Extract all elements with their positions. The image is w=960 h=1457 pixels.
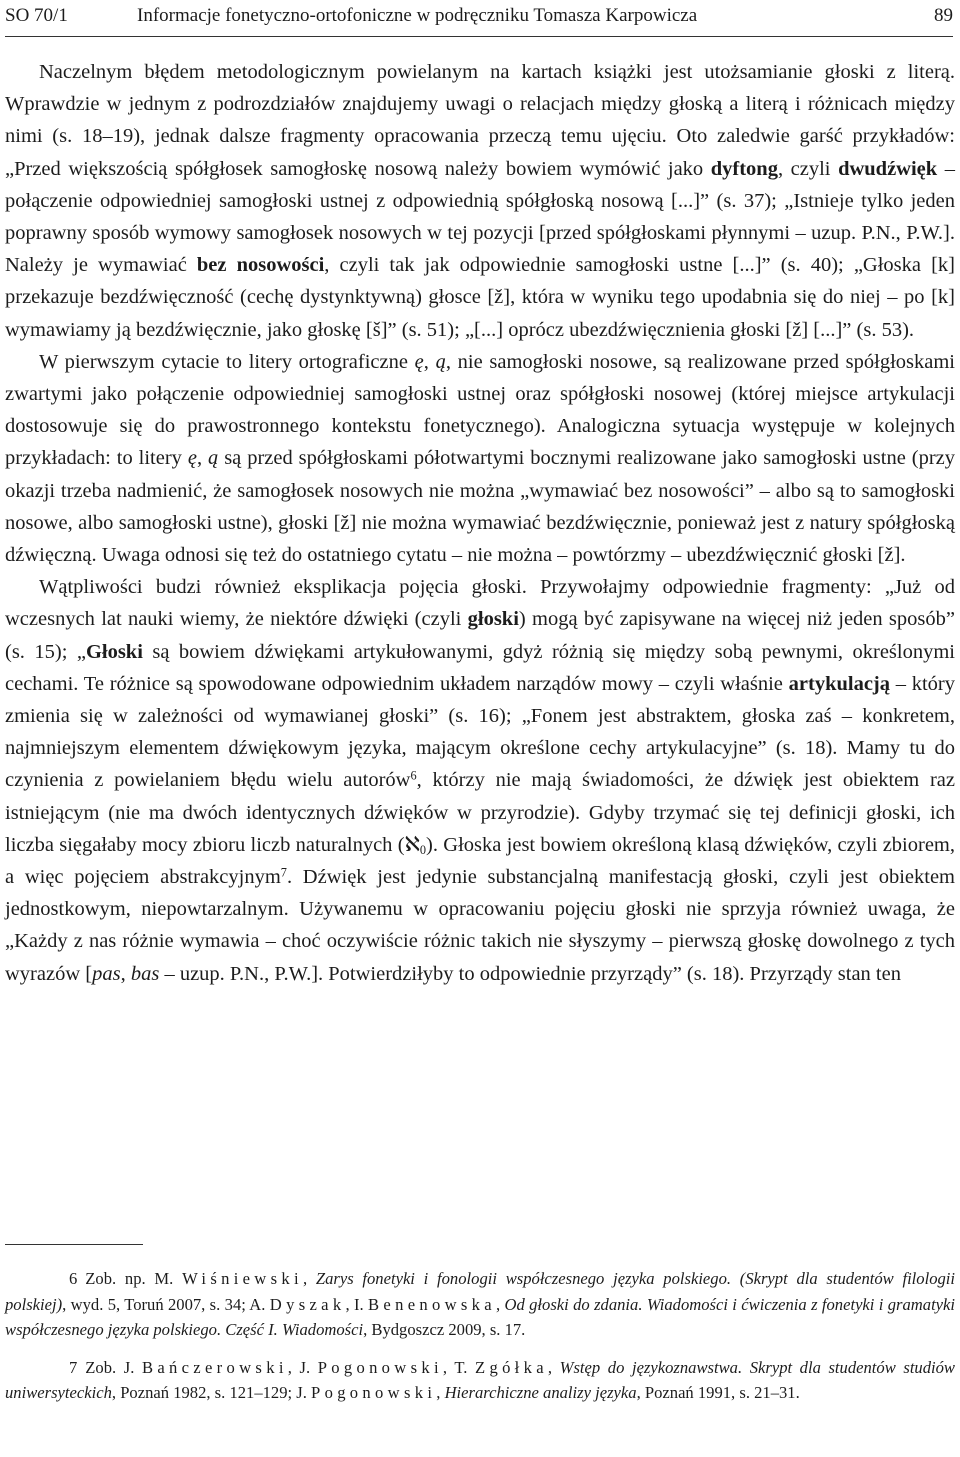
bold-term: Głoski (85, 640, 143, 663)
italic-letter: ę (414, 350, 424, 373)
footnote-number: 6 (69, 1269, 78, 1288)
bold-term: dyftong (710, 157, 778, 180)
text-run: ) mogą być zapisywane na więcej niż jeden sposób” (s. 15); „ (5, 608, 955, 663)
text-run: , (423, 350, 436, 373)
footnote-6 (5, 1266, 955, 1343)
text-run: , (196, 447, 209, 470)
text-run: , T. (442, 1357, 475, 1377)
text-run: , czyli tak jak odpowiednie samogłoski ustne [...]” (s. 40); „Głoska [k] przekazuje bezdźwięczność (cechę dystynktywną) głosce [ž], która w wyniku tego upodabnia się do niej – po [k] wymawiamy ją bezdźwięcznie, jako głoskę [š]” (s. 51); „[...] oprócz ubezdźwięcznienia głoski [ž] [...]” (s. 53). (5, 254, 955, 341)
footnote-7 (5, 1355, 955, 1406)
bold-term: głoski (467, 608, 519, 631)
journal-issue: SO 70/1 (5, 5, 68, 26)
aleph-symbol: ℵ (404, 833, 420, 856)
paragraph-2 (5, 346, 955, 571)
text-run: – uzup. P.N., P.W.]. Potwierdziłyby to odpowiednie przyrządy” (s. 18). Przyrządy stan ten (159, 962, 901, 985)
author-name: Pogonowski (317, 1357, 443, 1377)
main-text (5, 56, 955, 990)
text-run: Naczelnym błędem metodologicznym powielanym na kartach książki jest utożsamianie głoski z literą. Wprawdzie w jednym z podrozdziałów znajdujemy uwagi o relacjach między głoską a literą i różnicach między nimi (s. 18–19), jednak dalsze fragmenty opracowania przeczą temu ujęciu. Oto zaledwie garść przykładów: „Przed większością spółgłosek samogłoskę nosową należy bowiem wymówić jako (5, 61, 955, 180)
text-run: Wątpliwości budzi również eksplikacja pojęcia głoski. Przywołajmy odpowiednie fragmenty: „Już od wczesnych lat nauki wiemy, że niektóre dźwięki (czyli (5, 576, 955, 631)
author-name: Bańczerowski (141, 1357, 288, 1377)
aleph-subscript: 0 (419, 842, 426, 857)
text-run: Zob. np. M. (85, 1269, 183, 1288)
text-run: , (495, 1294, 505, 1314)
footnotes (5, 1266, 955, 1418)
text-run: , (547, 1357, 560, 1377)
paragraph-3 (5, 571, 955, 990)
text-run: – połączenie odpowiedniej samogłoski ustnej z odpowiednią spółgłoską nosową [...]” (s. 37); „Istnieje tylko jeden poprawny sposób wymowy samogłosek nosowych w tej pozycji [przed spółgłoskami płynnymi – uzup. P.N., P.W.]. Należy je wymawiać (5, 157, 956, 277)
text-run: Zob. J. (85, 1357, 142, 1377)
bold-term: artykulacją (788, 672, 890, 695)
author-name: Pogonowski (311, 1383, 437, 1403)
text-run: , (302, 1269, 316, 1288)
text-run: , którzy nie mają świadomości, że dźwięk jest obiektem raz istniejącym (nie ma dwóch identycznych dźwięków w przyrodzie). Gdyby trzymać się tej definicji głoski, ich liczba sięgałaby mocy zbioru liczb naturalnych ( (5, 769, 955, 856)
text-run: , (120, 962, 131, 985)
italic-word: bas (130, 962, 160, 985)
text-run: . Dźwięk jest jedynie substancjalną manifestacją głoski, czyli jest obiektem jednostkowym, niepowtarzalnym. Używanemu w opracowaniu pojęciu głoski nie sprzyja również uwaga, że „Każdy z nas różnie wymawia – choć oczywiście różnic takich nie słyszymy – pierwszą głoskę dowolnego z tych wyrazów [ (5, 866, 955, 985)
paragraph-1 (5, 56, 955, 346)
text-run: ). Głoska jest bowiem określoną klasą dźwięków, czyli zbiorem, a więc pojęciem abstrakcyjnym (5, 833, 955, 889)
bold-term: bez nosowości (196, 254, 325, 277)
text-run: , nie samogłoski nosowe, są realizowane przed spółgłoskami zwartymi jako połączenie odpowiedniej samogłoski ustnej oraz spółgłoski nosowej (której miejsce artykulacji dostosowuje się do prawostronnego kontekstu fonetycznego). Analogiczna sytuacja występuje w kolejnych przykładach: to litery (5, 350, 955, 470)
text-run: , czyli (777, 157, 839, 180)
text-run: , I. (345, 1294, 369, 1314)
author-name: Zgółka (475, 1357, 548, 1377)
text-run: , J. (287, 1357, 318, 1377)
header-left (5, 2, 697, 30)
footnote-separator (5, 1244, 143, 1245)
text-run: , Poznań 1982, s. 121–129; J. (111, 1383, 312, 1403)
footnote-number: 7 (69, 1357, 78, 1377)
work-title: Od głoski do zdania. Wiadomości i ćwiczenia z fonetyki i gramatyki współczesnego języka polskiego. Część I. Wiadomości (5, 1294, 956, 1340)
text-run: , (436, 1383, 445, 1403)
bold-term: dwudźwięk (838, 157, 938, 180)
text-run: – który zmienia się w zależności od wymawianej głoski” (s. 16); „Fonem jest abstraktem, głoska zaś – konkretem, najmniejszym elementem dźwiękowym języka, mającym określone cechy artykulacyjne” (s. 18). Mamy tu do czynienia z powielaniem błędu wielu autorów (5, 672, 955, 792)
italic-word: pas (92, 962, 121, 985)
italic-letter: ą (208, 447, 219, 470)
running-header (5, 2, 953, 30)
text-run: W pierwszym cytacie to litery ortograficzne (39, 350, 415, 373)
work-title: Zarys fonetyki i fonologii współczesnego języka polskiego. (Skrypt dla studentów filologii polskiej) (5, 1269, 956, 1314)
text-run: są bowiem dźwiękami artykułowanymi, gdyż różnią się między sobą pewnymi, określonymi cechami. Te różnice są spowodowane odpowiednim układem narządów mowy – czyli właśnie (5, 640, 955, 695)
running-title: Informacje fonetyczno-ortofoniczne w podręczniku Tomasza Karpowicza (137, 5, 698, 26)
author-name: Wiśniewski (182, 1269, 303, 1288)
text-run: , Poznań 1991, s. 21–31. (636, 1383, 800, 1403)
text-run: , wyd. 5, Toruń 2007, s. 34; A. (62, 1294, 270, 1314)
work-title: Hierarchiczne analizy języka (444, 1383, 637, 1403)
header-rule (5, 36, 953, 37)
footnote-ref-6[interactable]: 6 (410, 768, 417, 783)
author-name: Dyszak (269, 1294, 346, 1314)
author-name: Benenowska (368, 1294, 496, 1314)
italic-letter: ą (435, 350, 446, 373)
work-title: Wstęp do językoznawstwa. Skrypt dla studentów studiów uniwersyteckich (5, 1357, 955, 1403)
footnote-ref-7[interactable]: 7 (280, 865, 287, 880)
italic-letter: ę (187, 447, 197, 470)
text-run: są przed spółgłoskami półotwartymi bocznymi realizowane jako samogłoski ustne (przy okazji trzeba nadmienić, że samogłosek nosowych nie można „wymawiać bez nosowości” – albo są to samogłoski nosowe, albo samogłoski ustne), głoski [ž] nie można wymawiać bezdźwięcznie, ponieważ jest z natury spółgłoską dźwięczną. Uwaga odnosi się też do ostatniego cytatu – nie można – powtórzmy – ubezdźwięcznić głoski [ž]. (5, 447, 956, 567)
text-run: , Bydgoszcz 2009, s. 17. (363, 1320, 526, 1340)
page-number: 89 (934, 5, 953, 26)
